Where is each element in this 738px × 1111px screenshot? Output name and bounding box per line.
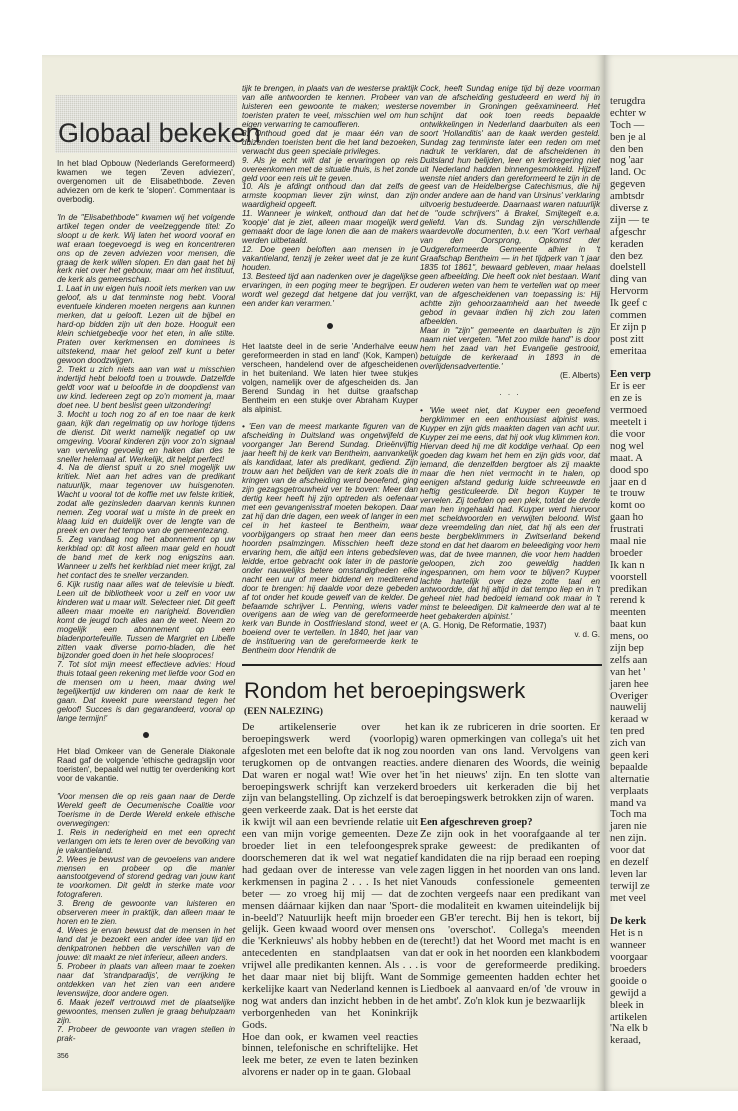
- text-fragment: zich van: [610, 738, 646, 750]
- text-fragment: diverse z: [610, 203, 648, 215]
- advice-item: 2. Trekt u zich niets aan van wat u misschien indertijd hebt beloofd toen u trouwde. Datzelfde geldt voor wat u beloofde in de doopdienst van uw kind. Iedereen zegt op zo'n moment ja, maar doet nee. U bent beslist geen uitzondering!: [57, 364, 235, 410]
- text-fragment: voorgaar: [610, 952, 648, 964]
- text-fragment: keraad w: [610, 714, 649, 726]
- text-fragment: komt oo: [610, 500, 646, 512]
- text-fragment: echter w: [610, 107, 647, 119]
- text-fragment: gegeven: [610, 179, 646, 191]
- text-fragment: Er zijn p: [610, 321, 647, 333]
- subheading-fragment: Een verp: [610, 369, 651, 381]
- kuyper-source: (A. G. Honig, De Reformatie, 1937): [420, 621, 547, 631]
- text-fragment: rerend k: [610, 595, 645, 607]
- text-fragment: keraden: [610, 238, 644, 250]
- rule-item: 7. Probeer de gewoonte van vragen stellen in prak-: [57, 1024, 235, 1043]
- magazine-page-left: [42, 55, 604, 1091]
- rule-item: 13. Besteed tijd aan nadenken over je dagelijkse ervaringen, in een poging meer te begrijpen. Er wordt wel gezegd dat hetgene dat jou verrijkt, een ander kan verarmen.': [242, 272, 418, 308]
- omkeer-intro: Het blad Omkeer van de Generale Diakonale Raad gaf de volgende 'ethische gedragslijn voor toeristen', bepaald wel nuttig ter overdenking kort voor de vakantie.: [57, 747, 235, 783]
- advice-item: 6. Kijk rustig naar alles wat de televisie u biedt. Leen uit de bibliotheek voor u zelf en voor uw kinderen wat u maar wilt. Selecteer niet. Dit geeft alleen maar moeite en narigheid. Bovendien komt de jeugd toch alles aan de weet. Neem zo mogelijk een abonnement op een bladenportefeuille. Tussen de Margriet en Libelle zitten vaak diverse porno-bladen, die het bijzonder goed doen in het hele slooproces!: [57, 579, 235, 661]
- column-left: [57, 160, 235, 1044]
- rule-item: 3. Breng de gewoonte van luisteren en observeren meer in praktijk, dan alleen maar te horen en te zien.: [57, 899, 235, 927]
- text-fragment: Hervorm: [610, 286, 649, 298]
- text-fragment: post zitt: [610, 333, 644, 345]
- text-fragment: broeders: [610, 964, 647, 976]
- text-fragment: gaan ho: [610, 512, 644, 524]
- text-fragment: maat. A: [610, 452, 643, 464]
- rule-item: 12. Doe geen beloften aan mensen in je vakantieland, tenzij je zeker weet dat je ze kunt houden.: [242, 245, 418, 273]
- text-fragment: en dezelf: [610, 857, 649, 868]
- article-column-1: [242, 722, 418, 1079]
- article-subheading: Een afgeschreven groep?: [420, 817, 533, 829]
- text-fragment: nog 'aar: [610, 155, 644, 167]
- text-fragment: terugdra: [610, 96, 646, 107]
- text-fragment: ambtsdr: [610, 191, 645, 203]
- rule-item: 10. Als je afdingt onthoud dan dat zelfs de armste koopman liever zijn winst, dan zijn waardigheid opgeeft.: [242, 182, 418, 210]
- text-fragment: ben je al: [610, 131, 646, 143]
- text-fragment: nauwelij: [610, 702, 647, 714]
- rule-item: 2. Wees je bewust van de gevoelens van andere mensen en probeer op die manier aanstootgevend of storend gedrag van jouw kant te voorkomen. Dit geldt in sterke mate voor fotograferen.: [57, 854, 235, 900]
- text-fragment: Er is eer: [610, 381, 646, 393]
- text-fragment: en ze is: [610, 393, 642, 405]
- next-page-text-fragments: [610, 96, 651, 1047]
- text-fragment: den bez: [610, 250, 643, 262]
- text-fragment: meetelt i: [610, 417, 647, 429]
- article-title: Rondom het beroepingswerk: [244, 678, 526, 703]
- blank-line: [610, 358, 651, 370]
- text-fragment: te trouw: [610, 488, 646, 500]
- text-fragment: maal nie: [610, 535, 647, 547]
- section-title-box: [55, 95, 261, 153]
- article-paragraph: De artikelenserie over het beroepingswerk werd (voorlopig) afgesloten met een belofte dat ik nog zou terugkomen op de ontvangen reacties. Dat waren er nogal wat! Wie over het beroepingswerk schrijft kan verzekerd zijn van belangstelling. Op zichzelf is dat geen verkeerde zaak. Dat is het eerste dat ik kwijt wil aan een bevriende relatie uit een van mijn vorige gemeenten. Deze broeder liet in een telefoongesprek doorschemeren dat ik wel wat negatief had gedaan over de interesse van vele kerkmensen in pagina 2 . . . Is het niet beter — zo vroeg hij mij — dat de mensen dáárnaar kijken dan naar 'Sport-in-beeld'? Natuurlijk heeft mijn broeder gelijk. Geen kwaad woord over mensen die 'Kerknieuws' als hobby hebben en de antecedenten en standplaatsen van vrijwel alle predikanten kennen. Als . . . het daar maar niet bij blijft. Want de kerkelijke kaart van Nederland kennen is nog wat anders dan inzicht hebben in de verborgenheden van het Koninkrijk Gods.: [242, 722, 418, 1031]
- bullet-separator: [327, 323, 333, 329]
- text-fragment: wanneer: [610, 940, 646, 952]
- text-fragment: bleek in: [610, 999, 644, 1011]
- kuyper-text: • 'Wie weet niet, dat Kuyper een geoefend bergklimmer en een enthousiast alpinist was. Kuyper en zijn gids maakten dagen van acht uur. Kuyper zei me eens, dat hij ook vlug klimmen kon. Hiervan deed hij me dit koddige verhaal. Op een goeden dag kwam het hem en zijn gids voor, dat iemand, die denzelfden bergtoer als zij maakte maar die hen niet vermocht in te halen, op eenigen afstand gedurig luide schreeuwde en heftig gesticuleerde. Dit begon Kuyper te vervelen. Zij toefden op een plek, totdat de derde man hen ingehaald had. Kuyper werd hiervoor met scheldwoorden en verwijten beloond. Wist deze vreemdeling dan niet, dat hij als een der beste bergbeklimmers in Zwitserland bekend stond en dat het daarom en beleediging voor hem was, dat de twee mannen, die voor hem hadden geloopen, zich zoo geweldig hadden ingespannen, om hem voor te blijven? Kuyper lachte hartelijk over deze zotte taal en antwoordde, dat hij altijd in dat tempo liep en in 't geheel niet had bedoeld iemand ook maar in 't minst te beleedigen. Dit kalmeerde den wat al te heet gebakerden alpinist.': [420, 406, 600, 622]
- sundag-text-end: Maar in ''zijn'' gemeente en daarbuiten is zijn naam niet vergeten. ''Met zoo milde hand'' is door hem het zaad van het Evangelie gestrooid, betuigde de kerkeraad in 1893 in de overlijdensadvertentie.': [420, 325, 600, 371]
- signature: v. d. G.: [574, 630, 600, 640]
- text-fragment: jaar en d: [610, 476, 647, 488]
- advice-item: 4. Na de dienst spuit u zo snel mogelijk uw kritiek. Niet aan het adres van de predikant natuurlijk, maar tegenover uw huisgenoten. Wacht u vooral tot de koffie met uw felste kritiek, zodat alle gezinsleden daarvan kennis kunnen nemen. Zeg vooral wat u miste in de preek en klaag luid en duidelijk over de lengte van de preek en over het tempo van de gemeentezang.: [57, 463, 235, 536]
- text-fragment: gooide o: [610, 975, 647, 987]
- text-fragment: 'Na elk b: [610, 1023, 648, 1035]
- text-fragment: met veel: [610, 892, 647, 904]
- text-fragment: meenten: [610, 607, 646, 619]
- text-fragment: zelfs aan: [610, 654, 648, 666]
- text-fragment: baat kun: [610, 619, 647, 631]
- text-fragment: Ik kan n: [610, 559, 645, 571]
- text-fragment: afgeschr: [610, 226, 646, 238]
- text-fragment: geen keri: [610, 749, 650, 761]
- text-fragment: gewijd a: [610, 987, 647, 999]
- rule-item: 8. Onthoud goed dat je maar één van de duizenden toeristen bent die het land bezoeken, verwacht dus geen speciale privileges.: [242, 128, 418, 156]
- text-fragment: leven lar: [610, 868, 647, 880]
- advice-item: 5. Zeg vandaag nog het abonnement op uw kerkblad op: dit kost alleen maar geld en houdt de band met de kerk nog enigszins aan. Wanneer u zelfs het kerkblad niet meer krijgt, zal het contact des te sneller verzanden.: [57, 535, 235, 580]
- rule-item: 4. Wees je ervan bewust dat de mensen in het land dat je bezoekt een ander idee van tijd en denkpatronen hebben die verschillen van de jouwe: dit maakt ze niet inferieur, alleen anders.: [57, 926, 235, 963]
- text-fragment: ding van: [610, 274, 647, 286]
- omkeer-quote: 'Voor mensen die op reis gaan naar de Derde Wereld geeft de Oecumenische Coalitie voor Toerisme in de Derde Wereld enkele ethische overwegingen:: [57, 791, 235, 828]
- text-fragment: die voor: [610, 428, 646, 440]
- rule-item: 6. Maak jezelf vertrouwd met de plaatselijke gewoontes, mensen zullen je graag behulpzaam zijn.: [57, 997, 235, 1025]
- text-fragment: jaren hee: [610, 678, 649, 690]
- article-paragraph: Hoe dan ook, er kwamen veel reacties binnen, telefonische en schriftelijke. Het leek me beter, ze even te laten bezinken alvorens er nader op in te gaan. Globaal: [242, 1031, 418, 1079]
- sundag-text-continued: Cock, heeft Sundag enige tijd bij deze voorman van de afscheiding gestudeerd en werd hij in november in Groningen geëxamineerd. Het schijnt dat ook toen reeds bepaalde ontwikkelingen in Nederland daarbuiten als een soort 'Hollanditis' aan de kaak werden gesteld. Sundag zag tenminste later een reden om met nadruk te verklaren, dat de afscheidenen in Duitsland hun belijden, leer en kerkregering niet uit Nederland hadden binnengesmokkeld. Hijzelf wenste niet anders dan gereformeerd te zijn in de geest van de Heidelbergse Catechismus, die hij onder andere aan de hand van Ursinus' verklaring uitvoerig bestudeerde. Daarnaast waren natuurlijk de ''oude schrijvers'' à Brakel, Smijtegelt e.a. geliefd. Van ds. Sundag zijn verschillende waardevolle documenten, b.v. een ''Kort verhaal van den Oorsprong, Opkomst der Oudgereformeerde Gemeente alhier in 't Graafschap Bentheim — in het tijdperk van 't jaar 1835 tot 1861'', bewaard gebleven, maar helaas geen afbeelding. Die heeft ook niet bestaan. Want ouderen weten van hem te vertellen wat op meer van de afgescheidenen van toepassing is: Hij achtte zijn gehoorzaamheid aan het tweede gebod in gevaar indien hij zich zou laten afbeelden.: [420, 84, 600, 326]
- separator: . . .: [499, 388, 521, 398]
- text-fragment: predikan: [610, 583, 648, 595]
- text-fragment: verplaats: [610, 785, 649, 797]
- series-intro: Het laatste deel in de serie 'Anderhalve eeuw gereformeerden in stad en land' (Kok, Kampen) verscheen, handelend over de afgescheidenen in het buitenland. We laten hier twee stukjes volgen, namelijk over de afgescheiden ds. Jan Berend Sundag in het duitse graafschap Bentheim en een stukje over Abraham Kuyper als alpinist.: [242, 341, 418, 414]
- subheading-fragment: De kerk: [610, 916, 647, 928]
- rule-item: 1. Reis in nederigheid en met een oprecht verlangen om iets te leren over de bevolking van je vakantieland.: [57, 827, 235, 855]
- text-fragment: nog wel: [610, 440, 644, 452]
- text-fragment: terwijl ze: [610, 880, 650, 892]
- advice-item: 3. Mocht u toch nog zo af en toe naar de kerk gaan, kijk dan regelmatig op uw horloge tijdens de dienst. Dit werkt namelijk negatief op uw omgeving. Vooral kinderen zijn voor zo'n signaal van verveling gevoelig en haken dan des te sneller helemaal af. Werkelijk, dit helpt perfect!: [57, 409, 235, 464]
- text-fragment: land. Oc: [610, 167, 646, 179]
- text-fragment: jaren nie: [610, 821, 647, 833]
- blank-line: [610, 905, 651, 917]
- magazine-page-right: [604, 55, 738, 1091]
- article-paragraph: Ze zijn ook in het voorafgaande al ter sprake geweest: de predikanten of kandidaten die na rijp beraad een roeping zagen liggen in het noorden van ons land. Vanouds confessionele gemeenten zochten vergeefs naar een predikant van die modaliteit en kwamen uiteindelijk bij een GB'er terecht. Bij hen is tekort, bij ons 'overschot'. Collega's meenden (terecht!) dat het Woord met macht is en dat er ook in het noorden een klankbodem is voor de gereformeerde prediking. Sommige gemeenten hadden echter het Liedboek al aanvaard en/of 'de vrouw in het ambt'. Zo'n klok kun je bezwaarlijk: [420, 829, 600, 1007]
- text-fragment: commen: [610, 310, 647, 322]
- text-fragment: broeder: [610, 547, 643, 559]
- section-title: Globaal bekeken: [58, 118, 261, 148]
- advice-item: 1. Laat in uw eigen huis nooit iets merken van uw geloof, als u dat tenminste nog hebt. Vooral eventuele kinderen moeten nergens aan kunnen merken, dat u gelooft. Lezen uit de bijbel en hard-op bidden zijn uit den boze. Hooguit een klein schietgebedje voor het eten, in alle stilte. Praten over kerkmensen en dominees is uitstekend, maar het geloof zelf kunt u beter gewoon doodzwijgen.: [57, 284, 235, 366]
- page-number: 356: [57, 1053, 69, 1060]
- text-fragment: artikelen: [610, 1011, 648, 1023]
- text-fragment: keraad,: [610, 1035, 641, 1047]
- text-fragment: Het is n: [610, 928, 643, 940]
- text-fragment: vermoed: [610, 405, 648, 417]
- text-fragment: zijn — te: [610, 214, 650, 226]
- text-fragment: nen zijn.: [610, 833, 647, 845]
- sundag-text: • 'Een van de meest markante figuren van de afscheiding in Duitsland was ongetwijfeld de voorganger Jan Berend Sundag. Drieënvijftig jaar heeft hij de kerk van Bentheim, aanvankelijk als kandidaat, later als predikant, gediend. Zijn trouw aan het belijden van de kerk zoals die in kringen van de afscheiding werd beoefend, ging zijn gezagsgetrouwheid ver te boven: Meer dan dertig keer heeft hij zijn optreden als oefenaar met een gevangenisstraf moeten bekopen. Daar zat hij dan drie dagen, een week of langer in een cel in het kasteel te Bentheim, waar voorbijgangers op straat hen meer dan eens hoorden psalmzingen. Misschien heeft deze ervaring hem, die altijd een intens gebedsleven leidde, ertoe gebracht ook later in de pastorie onder nauwelijks betere omstandigheden elke nacht een uur of meer biddend en mediterend door te brengen: hij daalde voor deze gebeden af tot onder het koude gewelf van de kelder. De befaamde schrijver L. Penning, wiens vader overigens aan de wieg van de gereformeerde kerk van Bunde in Oostfriesland stond, weet er boeiend over te vertellen. In 1840, het jaar van de instituering van de gereformeerde kerk te Bentheim door Hendrik de: [242, 422, 418, 656]
- text-fragment: Toch —: [610, 119, 645, 131]
- text-fragment: bepaalde: [610, 761, 648, 773]
- text-fragment: ten pred: [610, 726, 645, 738]
- intro-paragraph: In het blad Opbouw (Nederlands Gereformeerd) kwamen we tegen 'Zeven adviezen', overgenomen uit de Elisabethbode. Zeven adviezen om de kerk te 'slopen'. Commentaar is overbodig.: [57, 159, 235, 204]
- bullet-separator: [143, 732, 149, 738]
- text-fragment: den ben: [610, 143, 644, 155]
- rule-item: tijk te brengen, in plaats van de westerse praktijk van alle antwoorden te kennen. Probeer van luisteren een gewoonte te maken; westerse toeristen praten te veel, misschien wel om hun eigen verwarring te camoufleren.: [242, 84, 418, 129]
- sundag-source: (E. Alberts): [559, 370, 600, 380]
- text-fragment: voorstell: [610, 571, 648, 583]
- advice-item: 7. Tot slot mijn meest effectieve advies: Houd thuis totaal geen rekening met liefde voor God en de mensen om u heen, maar dwing wel tegelijkertijd uw kinderen om naar de kerk te gaan. Dat kweekt pure weerstand tegen het geloof! Succes is dan gegarandeerd, vooral op lange termijn!': [57, 660, 235, 724]
- article-paragraph-continued: kan ik ze rubriceren in drie soorten. Er waren opmerkingen van collega's uit het noorden van ons land. Vervolgens van andere dienaren des Woords, die weinig 'in het nieuws' zijn. En ten slotte van broeders uit kerkeraden die bij het beroepingswerk betrokken zijn of waren.: [420, 722, 600, 805]
- text-fragment: frustrati: [610, 524, 644, 536]
- article-subtitle: (EEN NALEZING): [244, 707, 323, 717]
- rule-item: 11. Wanneer je winkelt, onthoud dan dat het 'koopje' dat je ziet, alleen maar mogelijk werd gemaakt door de lage lonen die aan de makers werden uitbetaald.: [242, 209, 418, 246]
- text-fragment: zijn bep: [610, 642, 644, 654]
- text-fragment: voor dat: [610, 845, 646, 857]
- column-right: [420, 85, 600, 640]
- text-fragment: mens, oo: [610, 631, 649, 643]
- text-fragment: doelstell: [610, 262, 646, 274]
- text-fragment: emeritaa: [610, 345, 647, 357]
- text-fragment: mand va: [610, 797, 647, 809]
- article-column-2: [420, 722, 600, 1008]
- rule-item: 5. Probeer in plaats van alleen maar te zoeken naar dat 'strandparadijs', de verrijking te ontdekken van het zien van een andere levenswijze, door andere ogen.: [57, 962, 235, 998]
- text-fragment: van het ': [610, 666, 646, 678]
- rule-item: 9. Als je echt wilt dat je ervaringen op reis overeenkomen met de situatie thuis, is het zonde geld voor een reis uit te geven.: [242, 155, 418, 183]
- quote-intro: 'In de ''Elisabethbode'' kwamen wij het volgende artikel tegen onder de veelzeggende titel: Zo sloopt u de kerk. Wij laten het woord vooraf en wat eraan toegevoegd is weg en koncentreren ons op de zeven adviezen voor mensen, die graag de kerk willen slopen. En dan gaat het bij kerk niet over het gebouw, maar om het instituut, de kerk als gemeenschap.: [57, 212, 235, 285]
- text-fragment: dood spo: [610, 464, 649, 476]
- text-fragment: Ik geef c: [610, 298, 648, 310]
- section-divider: [242, 664, 602, 666]
- text-fragment: Toch ma: [610, 809, 647, 821]
- text-fragment: alternatie: [610, 773, 650, 785]
- text-fragment: Overiger: [610, 690, 648, 702]
- column-middle: [242, 85, 418, 656]
